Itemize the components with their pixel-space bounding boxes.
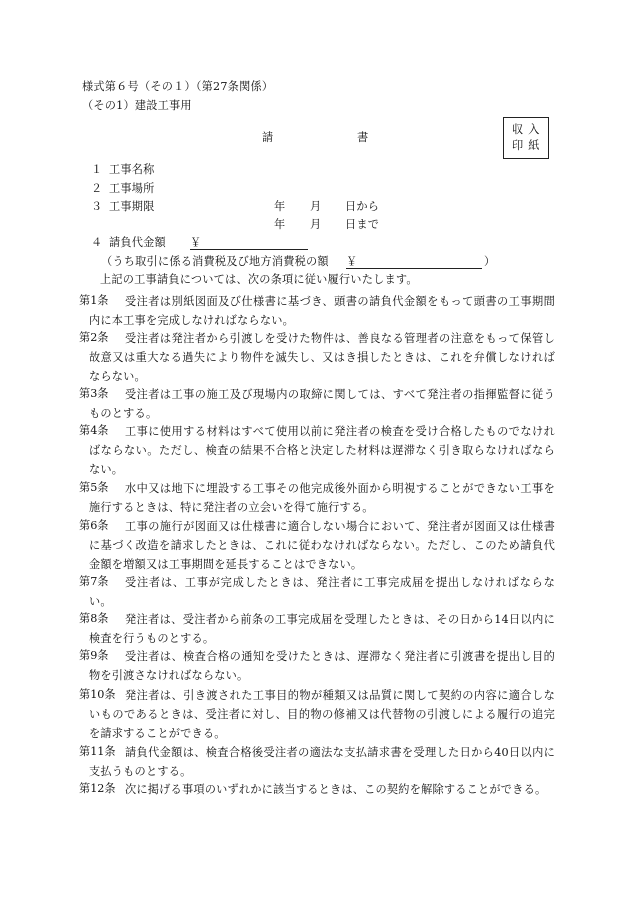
article-text: 工事に使用する材料はすべて使用以前に発注者の検査を受け合格したものでなければならない。ただし、検査の結果不合格と決定した材料は遅滞なく引き取らなければならない。 [89,425,555,476]
article-number: 第1条 [79,294,109,307]
article-number: 第10条 [79,688,116,701]
article-text: 受注者は工事の施工及び現場内の取締に関しては、すべて発注者の指揮監督に従うものとする。 [89,388,555,420]
item-number: ３ [91,200,103,213]
stamp-line-1: 収入 [512,123,545,136]
form-subheader: （その1）建設工事用 [82,99,192,112]
revenue-stamp-box [503,117,549,159]
article-text: 水中又は地下に埋設する工事その他完成後外面から明視することができない工事を施行するときは、特に発注者の立会いを得て施行する。 [89,482,555,514]
article-number: 第6条 [79,519,109,532]
stamp-line-2: 印紙 [512,139,545,152]
article-text: 発注者は、受注者から前条の工事完成届を受理したときは、その日から14日以内に検査を行うものとする。 [89,613,555,645]
article-number: 第9条 [79,649,109,662]
article-text: 請負代金額は、検査合格後受注者の適法な支払請求書を受理した日から40日以内に支払うものとする。 [89,746,555,778]
article-text: 次に掲げる事項のいずれかに該当するときは、この契約を解除することができる。 [125,783,547,796]
article-text: 受注者は別紙図面及び仕様書に基づき、頭書の請負代金額をもって頭書の工事期間内に本工事を完成しなければならない。 [89,295,555,327]
article-number: 第3条 [79,387,109,400]
period-to-day: 日まで [345,218,380,231]
amount-yen-sign: ￥ [190,236,202,249]
tax-close-paren: ） [484,255,496,268]
item-number: ２ [91,182,103,195]
tax-underline [346,268,482,269]
item-label-contract-amount: 請負代金額 [109,236,166,249]
item-label-work-period: 工事期限 [109,200,155,213]
intro-text: 上記の工事請負については、次の条項に従い履行いたします。 [100,273,418,286]
item-number: ４ [91,236,103,249]
article-text: 受注者は、検査合格の通知を受けたときは、遅滞なく発注者に引渡書を提出し目的物を引渡さなければならない。 [89,650,555,682]
title-char-2: 書 [357,131,369,144]
title-char-1: 請 [262,131,274,144]
article-number: 第11条 [79,745,116,758]
tax-label: （うち取引に係る消費税及び地方消費税の額 [101,255,329,268]
article-number: 第4条 [79,424,109,437]
item-label-work-name: 工事名称 [109,163,155,176]
period-to-year: 年 [274,218,286,231]
period-from-year: 年 [274,200,286,213]
article-number: 第2条 [79,331,109,344]
article-text: 受注者は、工事が完成したときは、発注者に工事完成届を提出しなければならない。 [89,576,555,608]
form-header: 様式第６号（その１）（第27条関係） [82,80,274,93]
period-from-day: 日から [345,200,380,213]
article-text: 受注者は発注者から引渡しを受けた物件は、善良なる管理者の注意をもって保管し故意又は重大なる過失により物件を滅失し、又はき損したときは、これを弁償しなければならない。 [89,332,555,383]
period-to-month: 月 [310,218,322,231]
amount-underline [190,249,308,250]
article-number: 第12条 [79,782,116,795]
item-number: １ [91,163,103,176]
tax-yen-sign: ￥ [346,255,358,268]
article-text: 発注者は、引き渡された工事目的物が種類又は品質に関して契約の内容に適合しないものであるときは、受注者に対し、目的物の修補又は代替物の引渡しによる履行の追完を請求することができる。 [89,689,555,740]
article-number: 第8条 [79,612,109,625]
article-text: 工事の施行が図面又は仕様書に適合しない場合において、発注者が図面又は仕様書に基づく改造を請求したときは、これに従わなければならない。ただし、このため請負代金額を増額又は工事期間を延長することはできない。 [89,520,555,571]
period-from-month: 月 [310,200,322,213]
item-label-work-place: 工事場所 [109,182,155,195]
article-number: 第7条 [79,575,109,588]
article-number: 第5条 [79,481,109,494]
